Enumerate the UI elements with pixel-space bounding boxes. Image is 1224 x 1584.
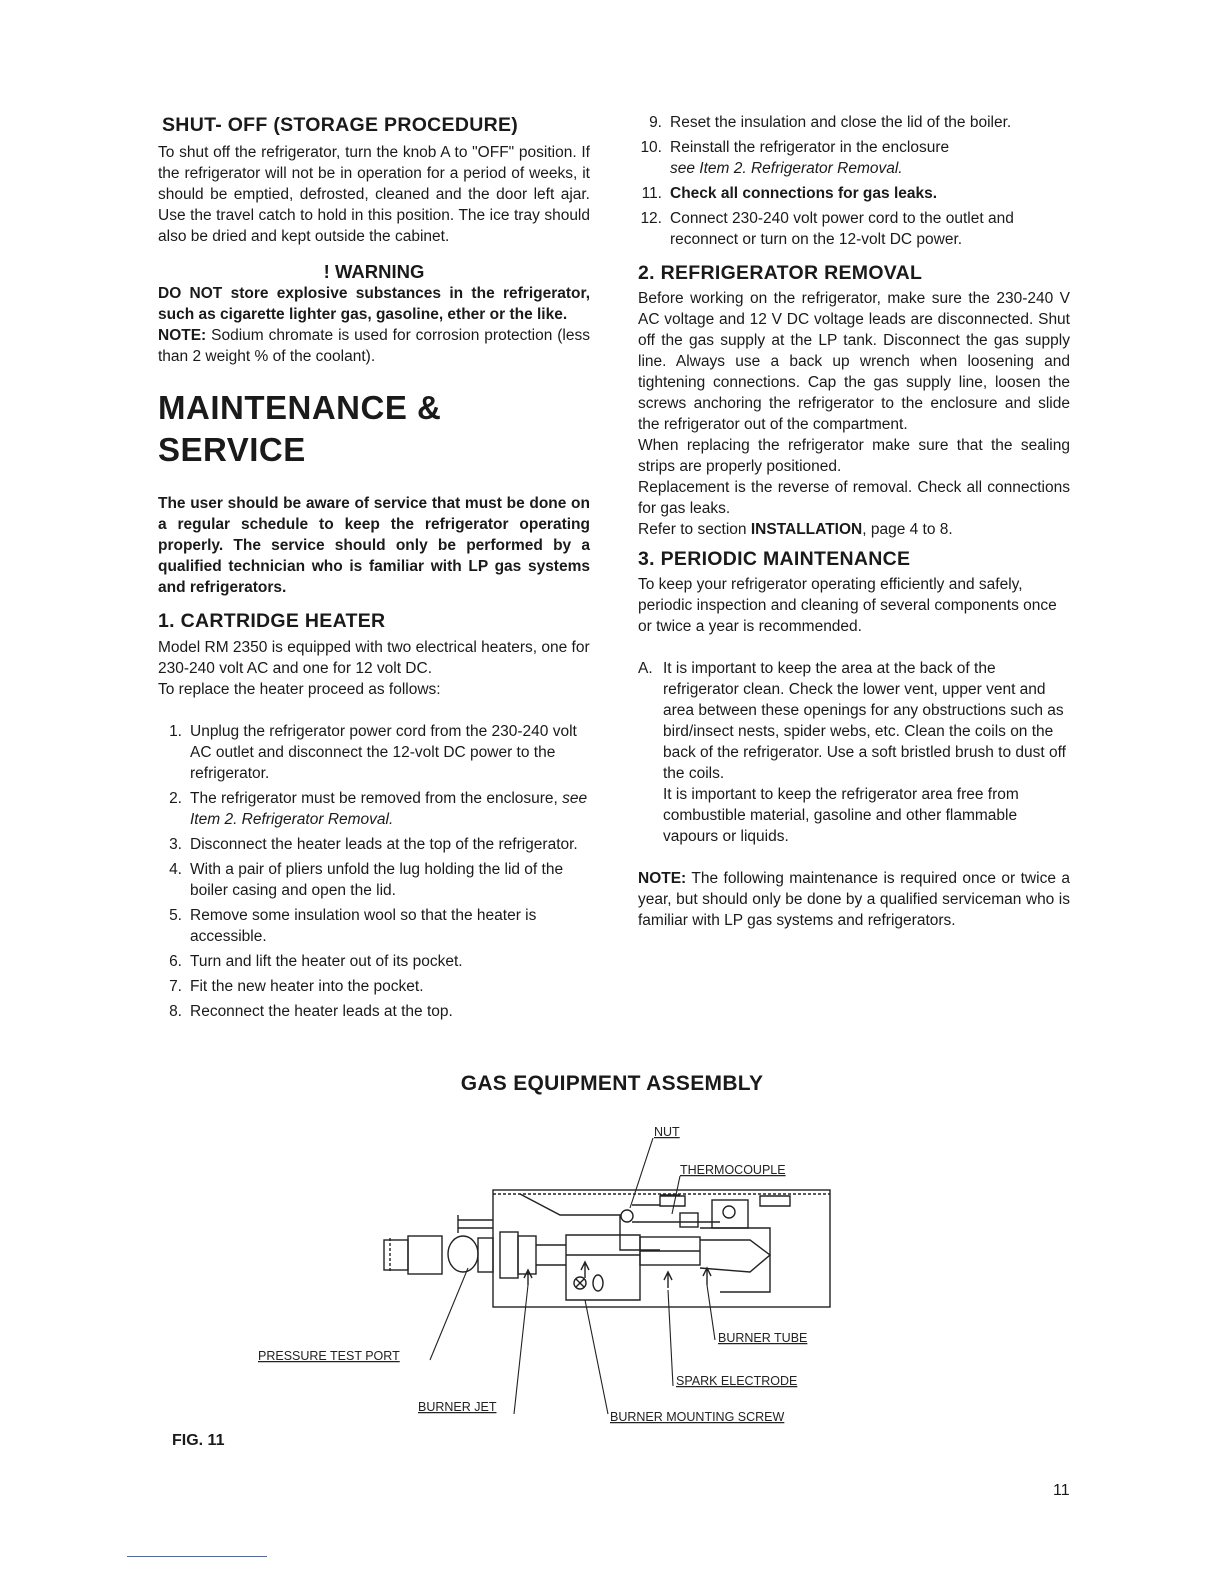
cartridge-steps-right — [638, 112, 1070, 250]
label-burner-mounting-screw: BURNER MOUNTING SCREW — [610, 1410, 785, 1424]
periodic-intro: To keep your refrigerator operating efficiently and safely, periodic inspection and cleaning of several components once or twice a year is recommended. — [638, 576, 1057, 635]
burner-jet-shape — [500, 1232, 518, 1278]
warning-text: DO NOT store explosive substances in the refrigerator, such as cigarette lighter gas, gasoline, ether or the like. — [158, 285, 590, 323]
label-thermocouple: THERMOCOUPLE — [680, 1163, 786, 1177]
label-nut: NUT — [654, 1125, 680, 1139]
note-text: Sodium chromate is used for corrosion protection (less than 2 weight % of the coolant). — [158, 327, 590, 365]
footer-rule — [127, 1556, 267, 1557]
list-item: 6. Turn and lift the heater out of its pocket. — [169, 953, 463, 970]
removal-reference: Refer to section INSTALLATION, page 4 to 8. — [638, 521, 953, 538]
page-number: 11 — [1053, 1482, 1070, 1499]
list-item: 3. Disconnect the heater leads at the top of the refrigerator. — [169, 836, 578, 853]
periodic-note: NOTE: The following maintenance is required once or twice a year, but should only be done by a qualified serviceman who is familiar with LP gas systems and refrigerators. — [638, 870, 1070, 929]
right-column — [638, 112, 1070, 931]
list-item: 4. With a pair of pliers unfold the lug holding the lid of the boiler casing and open the lid. — [169, 861, 564, 899]
removal-heading: 2. REFRIGERATOR REMOVAL — [638, 262, 923, 284]
periodic-item-a-text: It is important to keep the area at the back of the refrigerator clean. Check the lower vent, upper vent and area between these openings for any obstructions such as bird/insect nests, spider webs, etc. Clean the coils on the back of the refrigerator. Use a soft bristled brush to dust off the coils. — [663, 660, 1066, 782]
maintenance-intro: The user should be aware of service that must be done on a regular schedule to keep the refrigerator operating properly. The service should only be performed by a qualified technician who is familiar with LP gas systems and refrigerators. — [158, 495, 590, 596]
list-item: 9. Reset the insulation and close the lid of the boiler. — [649, 114, 1012, 131]
list-item: 1. Unplug the refrigerator power cord from the 230-240 volt AC outlet and disconnect the 12-volt DC power to the refrigerator. — [169, 723, 577, 782]
list-item: 7. Fit the new heater into the pocket. — [169, 978, 424, 995]
warning-title: ! WARNING — [323, 261, 425, 282]
list-item: 11. Check all connections for gas leaks. — [641, 185, 938, 202]
cartridge-para1: Model RM 2350 is equipped with two electrical heaters, one for 230-240 volt AC and one for 12 volt DC. — [158, 639, 590, 677]
burner-assembly-drawing — [384, 1190, 830, 1307]
list-item: 5. Remove some insulation wool so that the heater is accessible. — [169, 907, 537, 945]
list-item: 8. Reconnect the heater leads at the top. — [169, 1003, 453, 1020]
label-spark-electrode: SPARK ELECTRODE — [676, 1374, 798, 1388]
label-burner-jet: BURNER JET — [418, 1400, 497, 1414]
diagram-title: GAS EQUIPMENT ASSEMBLY — [460, 1072, 764, 1095]
removal-para2: When replacing the refrigerator make sure that the sealing strips are properly positioned. — [638, 437, 1070, 475]
leader-lines — [430, 1138, 715, 1414]
removal-para3: Replacement is the reverse of removal. Check all connections for gas leaks. — [638, 479, 1070, 517]
left-column — [158, 112, 590, 1022]
pressure-test-port-shape — [448, 1236, 478, 1272]
burner-box — [566, 1235, 640, 1300]
label-burner-tube: BURNER TUBE — [718, 1331, 808, 1345]
list-item: 2. The refrigerator must be removed from the enclosure, see Item 2. Refrigerator Removal. — [169, 790, 588, 828]
note-label: NOTE: — [158, 327, 207, 344]
housing-outline — [493, 1190, 830, 1307]
figure-label: FIG. 11 — [172, 1432, 225, 1449]
cartridge-heading: 1. CARTRIDGE HEATER — [158, 610, 386, 632]
spark-electrode-symbol — [574, 1277, 586, 1289]
burner-tube-shape — [640, 1237, 700, 1265]
periodic-heading: 3. PERIODIC MAINTENANCE — [638, 548, 911, 570]
list-item: 12. Connect 230-240 volt power cord to the outlet and reconnect or turn on the 12-volt DC power. — [640, 210, 1014, 248]
periodic-item-a: A. It is important to keep the area at the back of the refrigerator clean. Check the lower vent, upper vent and area between these openings for any obstructions such as bird/insect nests, spider webs, etc. Clean the coils on the back of the refrigerator. Use a soft bristled brush to dust off the coils. It is important to keep the refrigerator area free from combustible material, gasoline and other flammable vapours or liquids. — [638, 660, 1066, 845]
shutoff-body: To shut off the refrigerator, turn the knob A to "OFF" position. If the refrigerator will not be in operation for a period of weeks, it should be emptied, defrosted, cleaned and the door left ajar. Use the travel catch to hold in this position. The ice tray should also be dried and kept outside the cabinet. — [158, 144, 590, 245]
list-item: 10. Reinstall the refrigerator in the enclosure see Item 2. Refrigerator Removal. — [640, 139, 950, 177]
maintenance-title: MAINTENANCE & SERVICE — [158, 389, 442, 468]
shutoff-heading: SHUT- OFF (STORAGE PROCEDURE) — [162, 114, 519, 136]
label-pressure-test-port: PRESSURE TEST PORT — [258, 1349, 400, 1363]
removal-para1: Before working on the refrigerator, make sure the 230-240 V AC voltage and 12 V DC voltage leads are disconnected. Shut off the gas supply at the LP tank. Disconnect the gas supply line. Always use a back up wrench when loosening and tightening connections. Cap the gas supply line, loosen the screws anchoring the refrigerator to the enclosure and slide the refrigerator out of the compartment. — [638, 290, 1070, 433]
thermocouple-nut — [621, 1210, 633, 1222]
warning-note — [158, 325, 590, 367]
cartridge-para2: To replace the heater proceed as follows: — [158, 681, 441, 698]
periodic-item-a-text2: It is important to keep the refrigerator area free from combustible material, gasoline and other flammable vapours or liquids. — [663, 786, 1019, 845]
cartridge-steps-left — [158, 721, 590, 1022]
inlet-fitting — [384, 1240, 408, 1270]
